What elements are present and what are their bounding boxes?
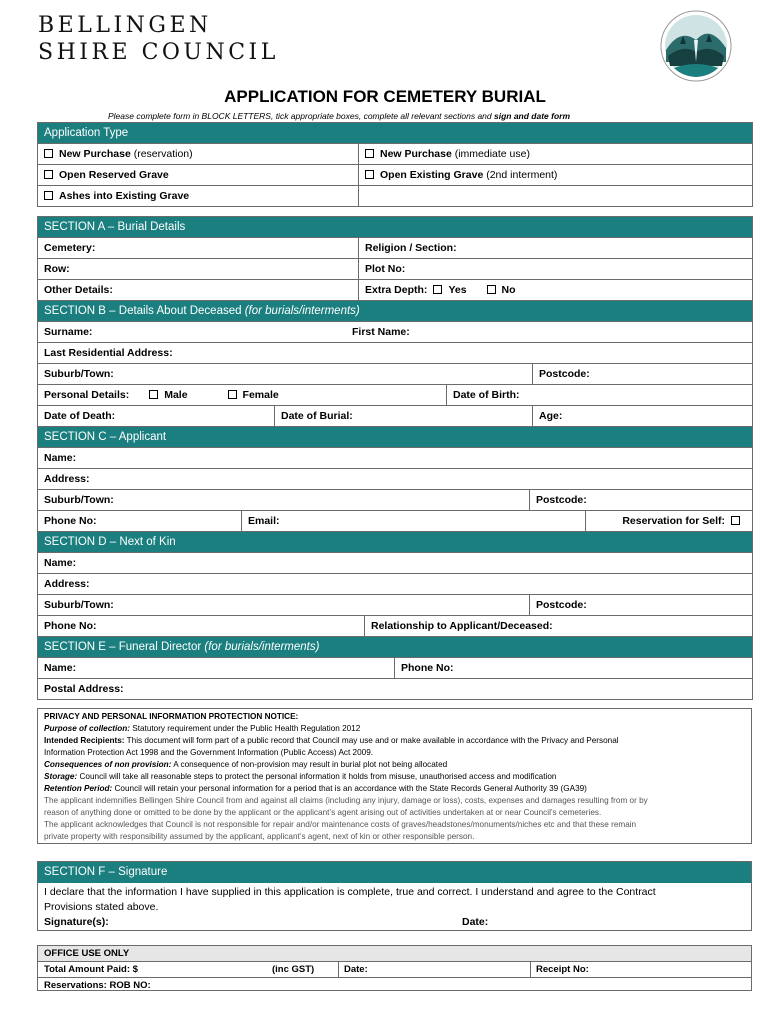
receipt-no-label: Receipt No: xyxy=(536,964,589,975)
privacy-notice xyxy=(37,708,752,844)
divider xyxy=(530,962,531,977)
applicant-suburb-field[interactable]: Suburb/Town: xyxy=(38,490,530,511)
checkbox-icon[interactable] xyxy=(487,285,496,294)
next-of-kin-address-field[interactable]: Address: xyxy=(38,574,753,595)
postal-address-field[interactable]: Postal Address: xyxy=(38,679,753,700)
section-b-header xyxy=(38,301,753,322)
option-label: New Purchase xyxy=(380,148,452,160)
option-label-rest: (2nd interment) xyxy=(483,169,558,181)
male-label: Male xyxy=(164,389,188,401)
section-e-header xyxy=(38,637,753,658)
new-purchase-immediate-option[interactable] xyxy=(359,144,753,165)
option-label: New Purchase xyxy=(59,148,131,160)
last-residential-address-field[interactable]: Last Residential Address: xyxy=(38,343,753,364)
purpose-label: Purpose of collection: xyxy=(44,724,130,733)
office-reservations-row xyxy=(38,978,751,993)
section-c-table xyxy=(37,426,753,532)
privacy-recipients-cont: Information Protection Act 1998 and the Government Information (Public Access) Act 2009. xyxy=(44,748,374,757)
section-d-header: SECTION D – Next of Kin xyxy=(38,532,753,553)
row-field[interactable]: Row: xyxy=(38,259,359,280)
application-type-header: Application Type xyxy=(38,123,753,144)
personal-details-field xyxy=(38,385,447,406)
next-of-kin-suburb-field[interactable]: Suburb/Town: xyxy=(38,595,530,616)
plot-no-field[interactable]: Plot No: xyxy=(359,259,753,280)
privacy-recipients xyxy=(44,735,745,747)
option-label-rest: (immediate use) xyxy=(451,148,530,160)
section-e-table xyxy=(37,636,753,700)
new-purchase-reservation-option[interactable] xyxy=(38,144,359,165)
checkbox-icon[interactable] xyxy=(365,170,374,179)
section-b-table xyxy=(37,300,753,427)
option-label: Ashes into Existing Grave xyxy=(59,190,190,202)
section-e-subtitle: (for burials/interments) xyxy=(204,641,320,653)
cemetery-field[interactable]: Cemetery: xyxy=(38,238,359,259)
section-f-header: SECTION F – Signature xyxy=(38,862,751,883)
checkbox-icon[interactable] xyxy=(731,516,740,525)
office-date-label: Date: xyxy=(344,964,368,975)
form-instructions xyxy=(108,111,570,121)
divider xyxy=(338,962,339,977)
section-a-table xyxy=(37,216,753,301)
signature-date-label: Date: xyxy=(462,916,489,928)
consequences-text: A consequence of non-provision may result in burial plot not being allocated xyxy=(171,760,448,769)
privacy-purpose xyxy=(44,723,745,735)
storage-text: Council will take all reasonable steps to protect the personal information it holds from misuse, unauthorised access and modification xyxy=(77,772,557,781)
recipients-label: Intended Recipients: xyxy=(44,736,125,745)
checkbox-icon[interactable] xyxy=(433,285,442,294)
next-of-kin-phone-field[interactable]: Phone No: xyxy=(38,616,365,637)
privacy-consequences xyxy=(44,759,745,771)
date-of-burial-field[interactable]: Date of Burial: xyxy=(275,406,533,427)
total-paid-label: Total Amount Paid: $ xyxy=(44,964,138,975)
section-b-subtitle: (for burials/interments) xyxy=(244,305,360,317)
declaration-text xyxy=(38,883,751,932)
next-of-kin-name-field[interactable]: Name: xyxy=(38,553,753,574)
next-of-kin-postcode-field[interactable]: Postcode: xyxy=(530,595,753,616)
postcode-field[interactable]: Postcode: xyxy=(533,364,753,385)
reservation-for-self-field xyxy=(586,511,753,532)
applicant-name-field[interactable]: Name: xyxy=(38,448,753,469)
checkbox-icon[interactable] xyxy=(44,170,53,179)
applicant-phone-field[interactable]: Phone No: xyxy=(38,511,242,532)
applicant-address-field[interactable]: Address: xyxy=(38,469,753,490)
checkbox-icon[interactable] xyxy=(365,149,374,158)
council-name xyxy=(38,12,279,66)
option-label-rest: (reservation) xyxy=(130,148,193,160)
storage-label: Storage: xyxy=(44,772,78,781)
instructions-text: Please complete form in BLOCK LETTERS, tick appropriate boxes, complete all relevant sections and xyxy=(108,111,494,121)
personal-details-label: Personal Details: xyxy=(44,389,130,401)
council-name-line1: BELLINGEN xyxy=(38,13,212,38)
option-label: Open Reserved Grave xyxy=(59,169,169,181)
other-details-field[interactable]: Other Details: xyxy=(38,280,359,301)
date-of-death-field[interactable]: Date of Death: xyxy=(38,406,275,427)
purpose-text: Statutory requirement under the Public Health Regulation 2012 xyxy=(129,724,361,733)
reservation-self-label: Reservation for Self: xyxy=(622,515,726,527)
privacy-title: PRIVACY AND PERSONAL INFORMATION PROTECTION NOTICE: xyxy=(44,712,299,721)
checkbox-icon[interactable] xyxy=(228,390,237,399)
yes-label: Yes xyxy=(448,284,467,296)
checkbox-icon[interactable] xyxy=(44,149,53,158)
indemnity-line-2: reason of anything done or omitted to be done by the applicant or the applicant’s agent arising out of activities undertaken at or near Council’s cemeteries. xyxy=(44,808,602,817)
instructions-bold: sign and date form xyxy=(494,111,571,121)
declaration-line-1: I declare that the information I have supplied in this application is complete, true and correct. I understand and agree to the Contract xyxy=(44,886,656,898)
recipients-text: This document will form part of a public record that Council may use and or make available in accordance with the Privacy and Personal xyxy=(124,736,619,745)
section-e-title: SECTION E – Funeral Director xyxy=(44,641,205,653)
form-title: APPLICATION FOR CEMETERY BURIAL xyxy=(224,87,546,106)
office-use-header: OFFICE USE ONLY xyxy=(38,946,751,962)
office-payment-row xyxy=(38,962,751,978)
no-label: No xyxy=(501,284,516,296)
office-use-box xyxy=(37,945,752,991)
dob-label: Date of Birth: xyxy=(453,389,520,401)
first-name-label: First Name: xyxy=(352,326,410,338)
checkbox-icon[interactable] xyxy=(149,390,158,399)
section-c-header: SECTION C – Applicant xyxy=(38,427,753,448)
indemnity-line-4: private property with responsibility assumed by the applicant, applicant’s agent, next of kin or other responsible person. xyxy=(44,832,475,841)
age-field[interactable]: Age: xyxy=(533,406,753,427)
application-type-table xyxy=(37,122,753,207)
applicant-postcode-field[interactable]: Postcode: xyxy=(530,490,753,511)
section-b-title: SECTION B – Details About Deceased xyxy=(44,305,245,317)
checkbox-icon[interactable] xyxy=(44,191,53,200)
section-f-signature xyxy=(37,861,752,931)
declaration-line-2: Provisions stated above. xyxy=(44,901,159,913)
suburb-town-field[interactable]: Suburb/Town: xyxy=(38,364,533,385)
section-a-header: SECTION A – Burial Details xyxy=(38,217,753,238)
female-label: Female xyxy=(242,389,279,401)
retention-label: Retention Period: xyxy=(44,784,113,793)
indemnity-line-3: The applicant acknowledges that Council is not responsible for repair and/or maintenance costs of graves/headstones/monuments/niches etc and that these remain xyxy=(44,820,637,829)
indemnity-line-1: The applicant indemnifies Bellingen Shire Council from and against all claims (including any injury, damage or loss), costs, expenses and damages resulting from or by xyxy=(44,796,648,805)
section-d-table xyxy=(37,531,753,637)
surname-first-name-row[interactable] xyxy=(38,322,753,343)
privacy-storage xyxy=(44,771,745,783)
signature-label: Signature(s): xyxy=(44,916,109,928)
extra-depth-field xyxy=(359,280,753,301)
open-existing-grave-option[interactable] xyxy=(359,165,753,186)
council-logo-icon xyxy=(660,10,732,82)
option-label: Open Existing Grave xyxy=(380,169,484,181)
reservations-rob-label: Reservations: ROB NO: xyxy=(44,980,151,991)
consequences-label: Consequences of non provision: xyxy=(44,760,172,769)
inc-gst-label: (inc GST) xyxy=(272,964,315,975)
date-of-birth-field[interactable] xyxy=(447,385,753,406)
surname-label: Surname: xyxy=(44,326,93,338)
empty-cell xyxy=(359,186,753,207)
open-reserved-grave-option[interactable] xyxy=(38,165,359,186)
funeral-director-phone-field[interactable]: Phone No: xyxy=(395,658,753,679)
funeral-director-name-field[interactable]: Name: xyxy=(38,658,395,679)
applicant-email-field[interactable]: Email: xyxy=(242,511,586,532)
ashes-existing-grave-option[interactable] xyxy=(38,186,359,207)
religion-section-field[interactable]: Religion / Section: xyxy=(359,238,753,259)
signature-row[interactable] xyxy=(44,915,745,930)
extra-depth-label: Extra Depth: xyxy=(365,284,428,296)
relationship-field[interactable]: Relationship to Applicant/Deceased: xyxy=(365,616,753,637)
council-name-line2: SHIRE COUNCIL xyxy=(38,40,279,65)
privacy-retention xyxy=(44,783,745,795)
retention-text: Council will retain your personal information for a period that is an accordance with the State Records General Authority 39 (GA39) xyxy=(112,784,587,793)
